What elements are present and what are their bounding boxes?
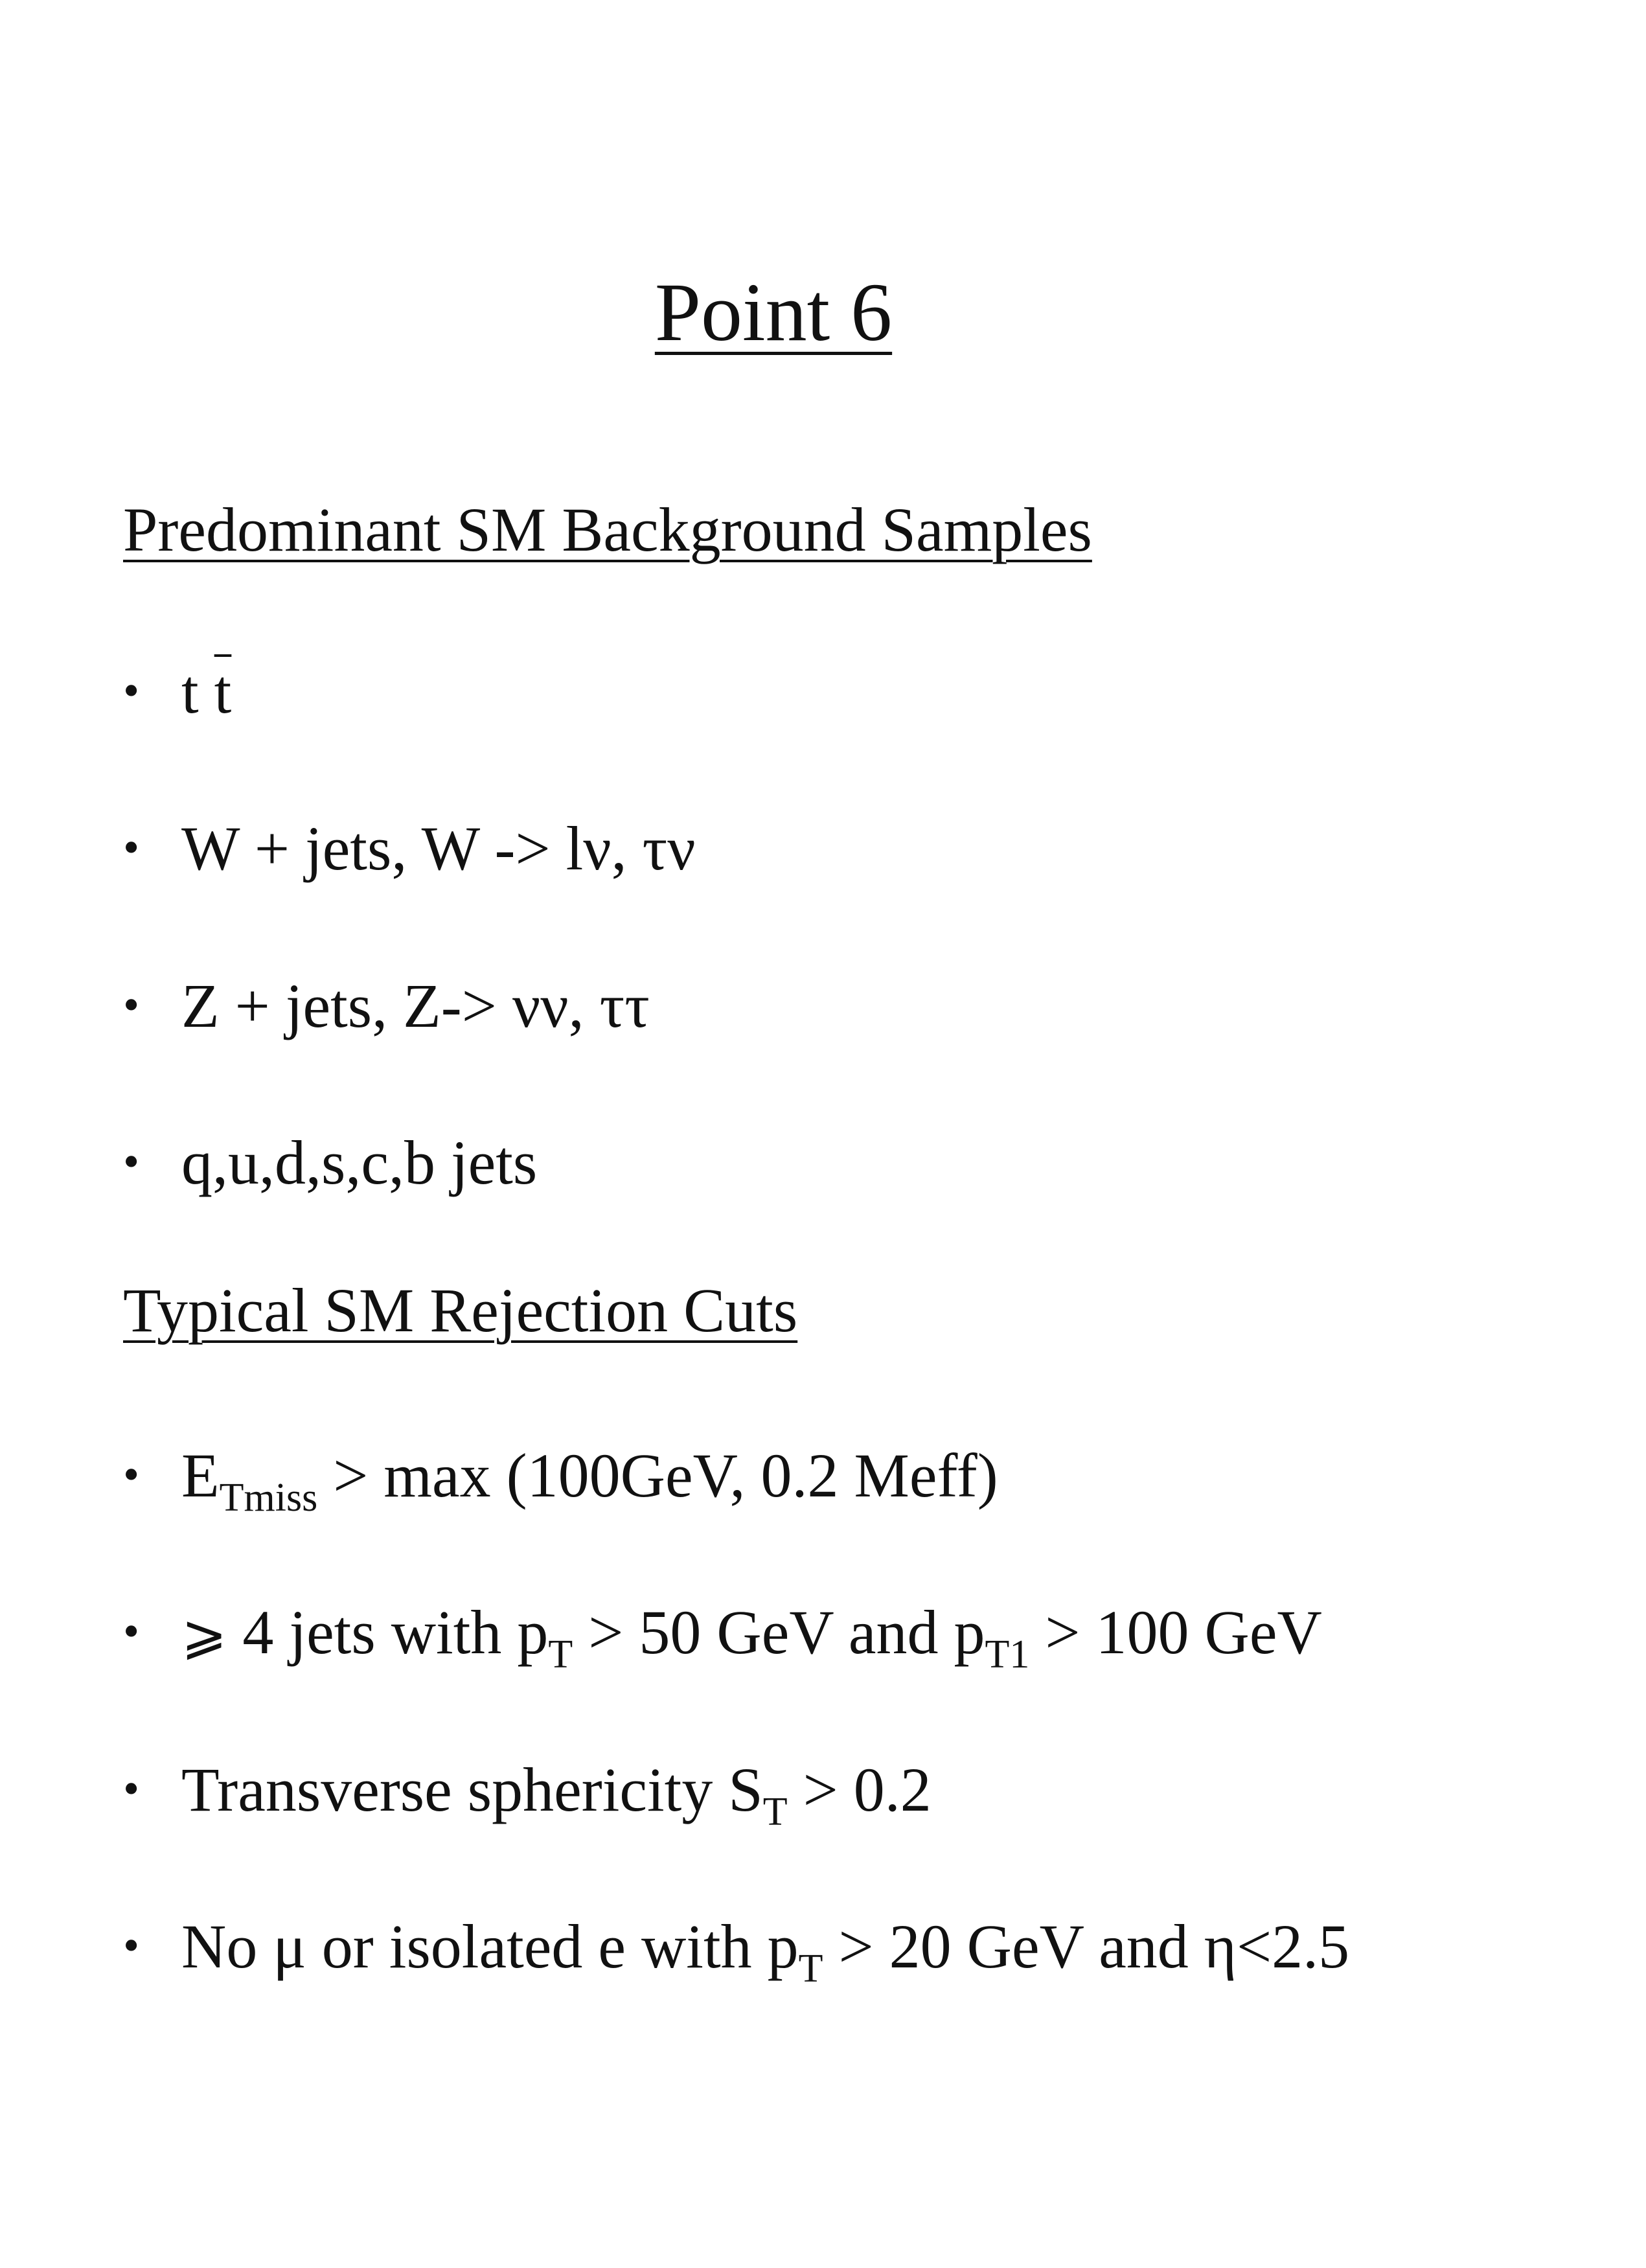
list-item: • Transverse sphericity $S_T > 0.2$ — [123, 1755, 932, 1834]
bullet: • — [123, 665, 140, 716]
greater-equal-symbol: ⩾ — [181, 1605, 227, 1666]
bullet: • — [123, 1605, 140, 1657]
bullet: • — [123, 979, 140, 1031]
list-item: • ⩾ 4 jets with $p_T > 50$ GeV and $p_{T1} > 100$ GeV — [123, 1598, 1322, 1677]
list-item: • $E_{Tmiss} > \max (100GeV$, 0.2 Meff) — [123, 1441, 998, 1520]
list-item: • Z + jets, Z-> νν, ττ — [123, 971, 650, 1040]
bullet: • — [123, 821, 140, 873]
background-samples-heading: Predominant SM Background Samples — [123, 495, 1092, 564]
list-item: • No μ or isolated e with $p_T > 20$ GeV and η<2.5 — [123, 1912, 1350, 1991]
bullet: • — [123, 1763, 140, 1815]
page-title: Point 6 — [654, 266, 893, 358]
list-item: • W + jets, W -> lν, τν — [123, 814, 696, 883]
list-item: • t $\overline{t}$ — [123, 657, 232, 726]
bullet: • — [123, 1136, 140, 1187]
rejection-cuts-heading: Typical SM Rejection Cuts — [123, 1276, 798, 1345]
list-item: • q,u,d,s,c,b jets — [123, 1128, 538, 1197]
t-bar: $\overline{t}$ — [214, 657, 232, 726]
bullet: • — [123, 1449, 140, 1500]
bullet: • — [123, 1919, 140, 1971]
